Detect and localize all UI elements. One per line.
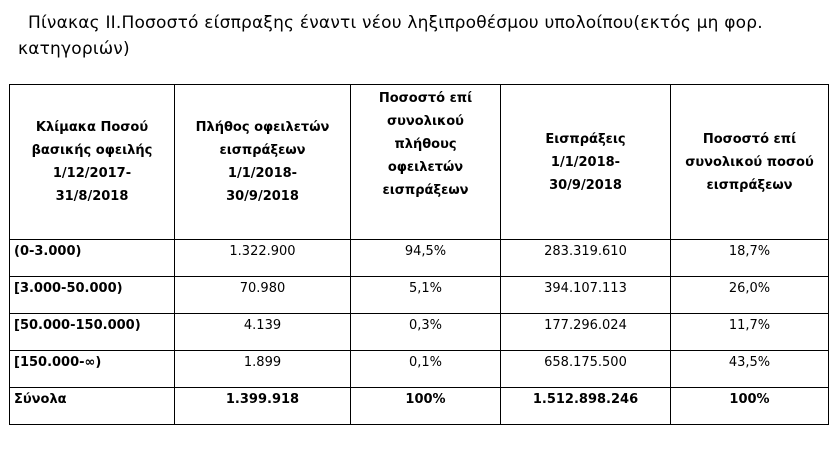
header-line: βασικής οφειλής xyxy=(31,143,153,158)
header-line: πλήθους xyxy=(394,137,457,152)
table-row xyxy=(10,277,829,314)
totals-collections: 1.512.898.246 xyxy=(501,388,671,425)
caption-line-1: Πίνακας ΙΙ.Ποσοστό είσπραξης έναντι νέου ληξιπροθέσμου υπολοίπου(εκτός μη φορ. xyxy=(28,13,763,33)
row-debtor-count: 4.139 xyxy=(175,314,351,351)
header-amount-scale xyxy=(10,85,175,240)
header-line: 1/12/2017- xyxy=(52,166,132,181)
row-range: [150.000-∞) xyxy=(10,351,175,388)
header-line: 1/1/2018- xyxy=(550,154,621,170)
header-line: εισπράξεων xyxy=(219,143,306,158)
row-debtor-share: 94,5% xyxy=(351,240,501,277)
header-line: συνολικού ποσού xyxy=(685,154,814,170)
row-collections: 394.107.113 xyxy=(501,277,671,314)
header-line: οφειλετών xyxy=(387,160,464,175)
header-line: 31/8/2018 xyxy=(55,189,129,204)
row-amount-share: 18,7% xyxy=(671,240,829,277)
row-debtor-share: 5,1% xyxy=(351,277,501,314)
header-line: Ποσοστό επί xyxy=(702,131,797,147)
table-caption xyxy=(18,10,818,62)
row-collections: 658.175.500 xyxy=(501,351,671,388)
row-collections: 283.319.610 xyxy=(501,240,671,277)
totals-amount-share: 100% xyxy=(671,388,829,425)
row-debtor-share: 0,1% xyxy=(351,351,501,388)
totals-debtor-count: 1.399.918 xyxy=(175,388,351,425)
header-line: εισπράξεων xyxy=(382,183,469,198)
header-collections xyxy=(501,85,671,240)
header-line: Κλίμακα Ποσού xyxy=(35,120,149,135)
header-line: συνολικού xyxy=(387,114,464,129)
header-line: Ποσοστό επί xyxy=(378,91,473,106)
header-line: Εισπράξεις xyxy=(545,131,626,147)
row-amount-share: 11,7% xyxy=(671,314,829,351)
totals-label: Σύνολα xyxy=(10,388,175,425)
table-row xyxy=(10,240,829,277)
caption-line-2: κατηγοριών) xyxy=(18,39,130,59)
totals-row xyxy=(10,388,829,425)
table-row xyxy=(10,314,829,351)
header-line: εισπράξεων xyxy=(706,177,793,193)
header-line: 30/9/2018 xyxy=(226,189,299,204)
row-range: [50.000-150.000) xyxy=(10,314,175,351)
header-debtor-share xyxy=(351,85,501,240)
row-debtor-count: 70.980 xyxy=(175,277,351,314)
header-row xyxy=(10,85,829,240)
row-collections: 177.296.024 xyxy=(501,314,671,351)
header-line: 1/1/2018- xyxy=(227,166,298,181)
totals-debtor-share: 100% xyxy=(351,388,501,425)
header-line: Πλήθος οφειλετών xyxy=(195,120,330,135)
row-amount-share: 26,0% xyxy=(671,277,829,314)
header-debtor-count xyxy=(175,85,351,240)
row-debtor-count: 1.322.900 xyxy=(175,240,351,277)
header-line: 30/9/2018 xyxy=(549,177,622,193)
row-debtor-share: 0,3% xyxy=(351,314,501,351)
row-range: [3.000-50.000) xyxy=(10,277,175,314)
row-debtor-count: 1.899 xyxy=(175,351,351,388)
collections-table xyxy=(9,84,829,425)
row-amount-share: 43,5% xyxy=(671,351,829,388)
row-range: (0-3.000) xyxy=(10,240,175,277)
table-row xyxy=(10,351,829,388)
header-amount-share xyxy=(671,85,829,240)
